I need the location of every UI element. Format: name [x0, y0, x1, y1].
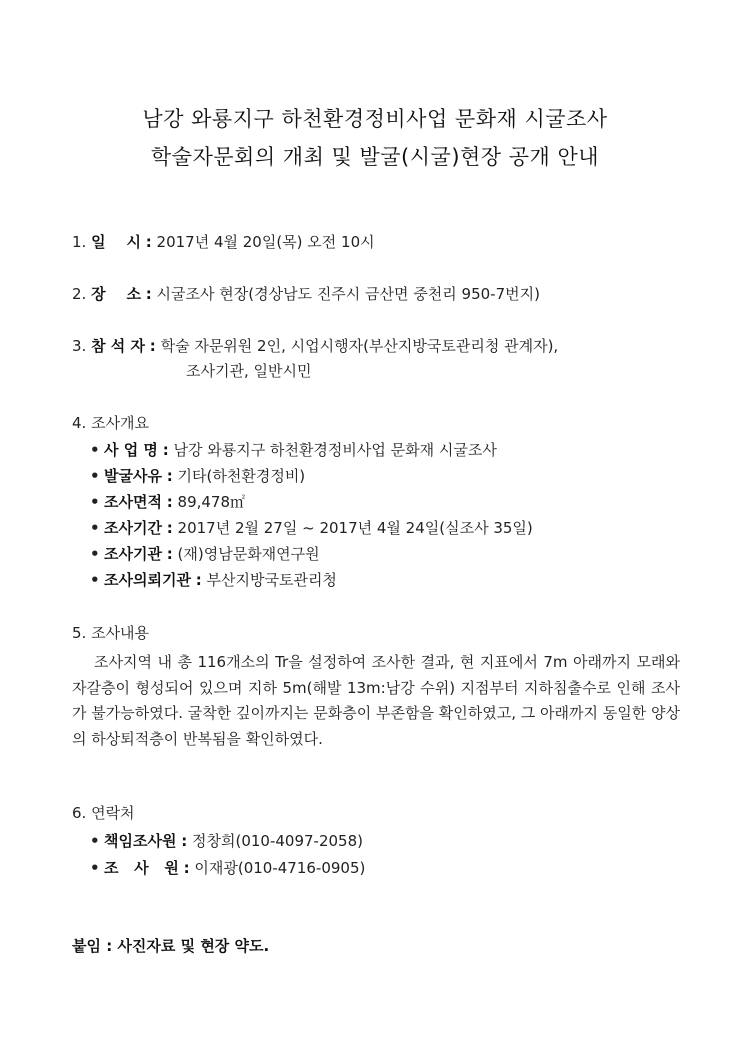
contact-value: 이재광(010-4716-0905)	[194, 859, 366, 877]
contact-value: 정창희(010-4097-2058)	[192, 832, 363, 850]
overview-row-project	[90, 440, 497, 460]
overview-label: 사 업 명	[104, 441, 158, 459]
overview-row-institution	[90, 544, 320, 564]
item-date-value: 2017년 4월 20일(목) 오전 10시	[156, 233, 375, 251]
item-date-label: 일 시	[91, 233, 141, 251]
content-paragraph: 조사지역 내 총 116개소의 Tr을 설정하여 조사한 결과, 현 지표에서 7m 아래까지 모래와 자갈층이 형성되어 있으며 지하 5m(해발 13m:남강 수위) 지점부터 지하침출수로 인해 조사가 불가능하였다. 굴착한 깊이까지는 문화층이 부존함을 확인하였고, 그 아래까지 동일한 양상의 하상퇴적층이 반복됨을 확인하였다.	[72, 653, 680, 748]
overview-label: 조사의뢰기관	[104, 571, 191, 589]
item-place-colon: :	[145, 285, 152, 303]
overview-value: 남강 와룡지구 하천환경정비사업 문화재 시굴조사	[173, 441, 497, 459]
overview-heading: 4. 조사개요	[72, 414, 150, 432]
contact-row-lead	[90, 831, 363, 851]
item-attendees-colon: :	[149, 337, 156, 355]
overview-colon: :	[162, 441, 169, 459]
overview-value: 2017년 2월 27일 ~ 2017년 4월 24일(실조사 35일)	[177, 519, 533, 537]
contact-label: 조 사 원	[104, 859, 179, 877]
overview-row-area	[90, 492, 245, 512]
overview-label: 조사기간	[104, 519, 162, 537]
item-place	[72, 284, 540, 304]
bullet-icon: •	[90, 441, 100, 459]
bullet-icon: •	[90, 832, 100, 850]
overview-label: 조사면적	[104, 493, 162, 511]
contact-colon: :	[183, 859, 190, 877]
item-place-value: 시굴조사 현장(경상남도 진주시 금산면 중천리 950-7번지)	[156, 285, 540, 303]
overview-colon: :	[166, 493, 173, 511]
bullet-icon: •	[90, 859, 100, 877]
contact-heading: 6. 연락처	[72, 804, 135, 822]
item-attendees	[72, 336, 558, 356]
content-heading: 5. 조사내용	[72, 624, 150, 642]
overview-row-period	[90, 518, 533, 538]
overview-value: 기타(하천환경정비)	[177, 467, 306, 485]
overview-row-reason	[90, 466, 305, 486]
overview-colon: :	[166, 467, 173, 485]
overview-colon: :	[166, 519, 173, 537]
item-attendees-value-continued: 조사기관, 일반시민	[186, 362, 312, 380]
overview-label: 발굴사유	[104, 467, 162, 485]
bullet-icon: •	[90, 467, 100, 485]
item-attendees-value: 학술 자문위원 2인, 시업시행자(부산지방국토관리청 관계자),	[160, 337, 559, 355]
overview-value: 89,478㎡	[177, 493, 246, 511]
bullet-icon: •	[90, 545, 100, 563]
overview-value: (재)영남문화재연구원	[177, 545, 320, 563]
overview-colon: :	[166, 545, 173, 563]
item-attendees-label: 참 석 자	[91, 337, 146, 355]
overview-colon: :	[195, 571, 202, 589]
overview-value: 부산지방국토관리청	[206, 571, 337, 589]
contact-label: 책임조사원	[104, 832, 177, 850]
contact-colon: :	[181, 832, 188, 850]
overview-row-client	[90, 570, 337, 590]
bullet-icon: •	[90, 519, 100, 537]
overview-label: 조사기관	[104, 545, 162, 563]
item-date-number: 1.	[72, 233, 87, 251]
item-place-number: 2.	[72, 285, 87, 303]
bullet-icon: •	[90, 571, 100, 589]
item-date	[72, 232, 375, 252]
document-title-line2: 학술자문회의 개최 및 발굴(시굴)현장 공개 안내	[150, 145, 600, 169]
item-place-label: 장 소	[91, 285, 141, 303]
contact-row-researcher	[90, 858, 365, 878]
bullet-icon: •	[90, 493, 100, 511]
attachment-note: 붙임 : 사진자료 및 현장 약도.	[72, 937, 270, 955]
item-attendees-number: 3.	[72, 337, 87, 355]
item-date-colon: :	[145, 233, 152, 251]
document-title-line1: 남강 와룡지구 하천환경정비사업 문화재 시굴조사	[142, 107, 608, 131]
